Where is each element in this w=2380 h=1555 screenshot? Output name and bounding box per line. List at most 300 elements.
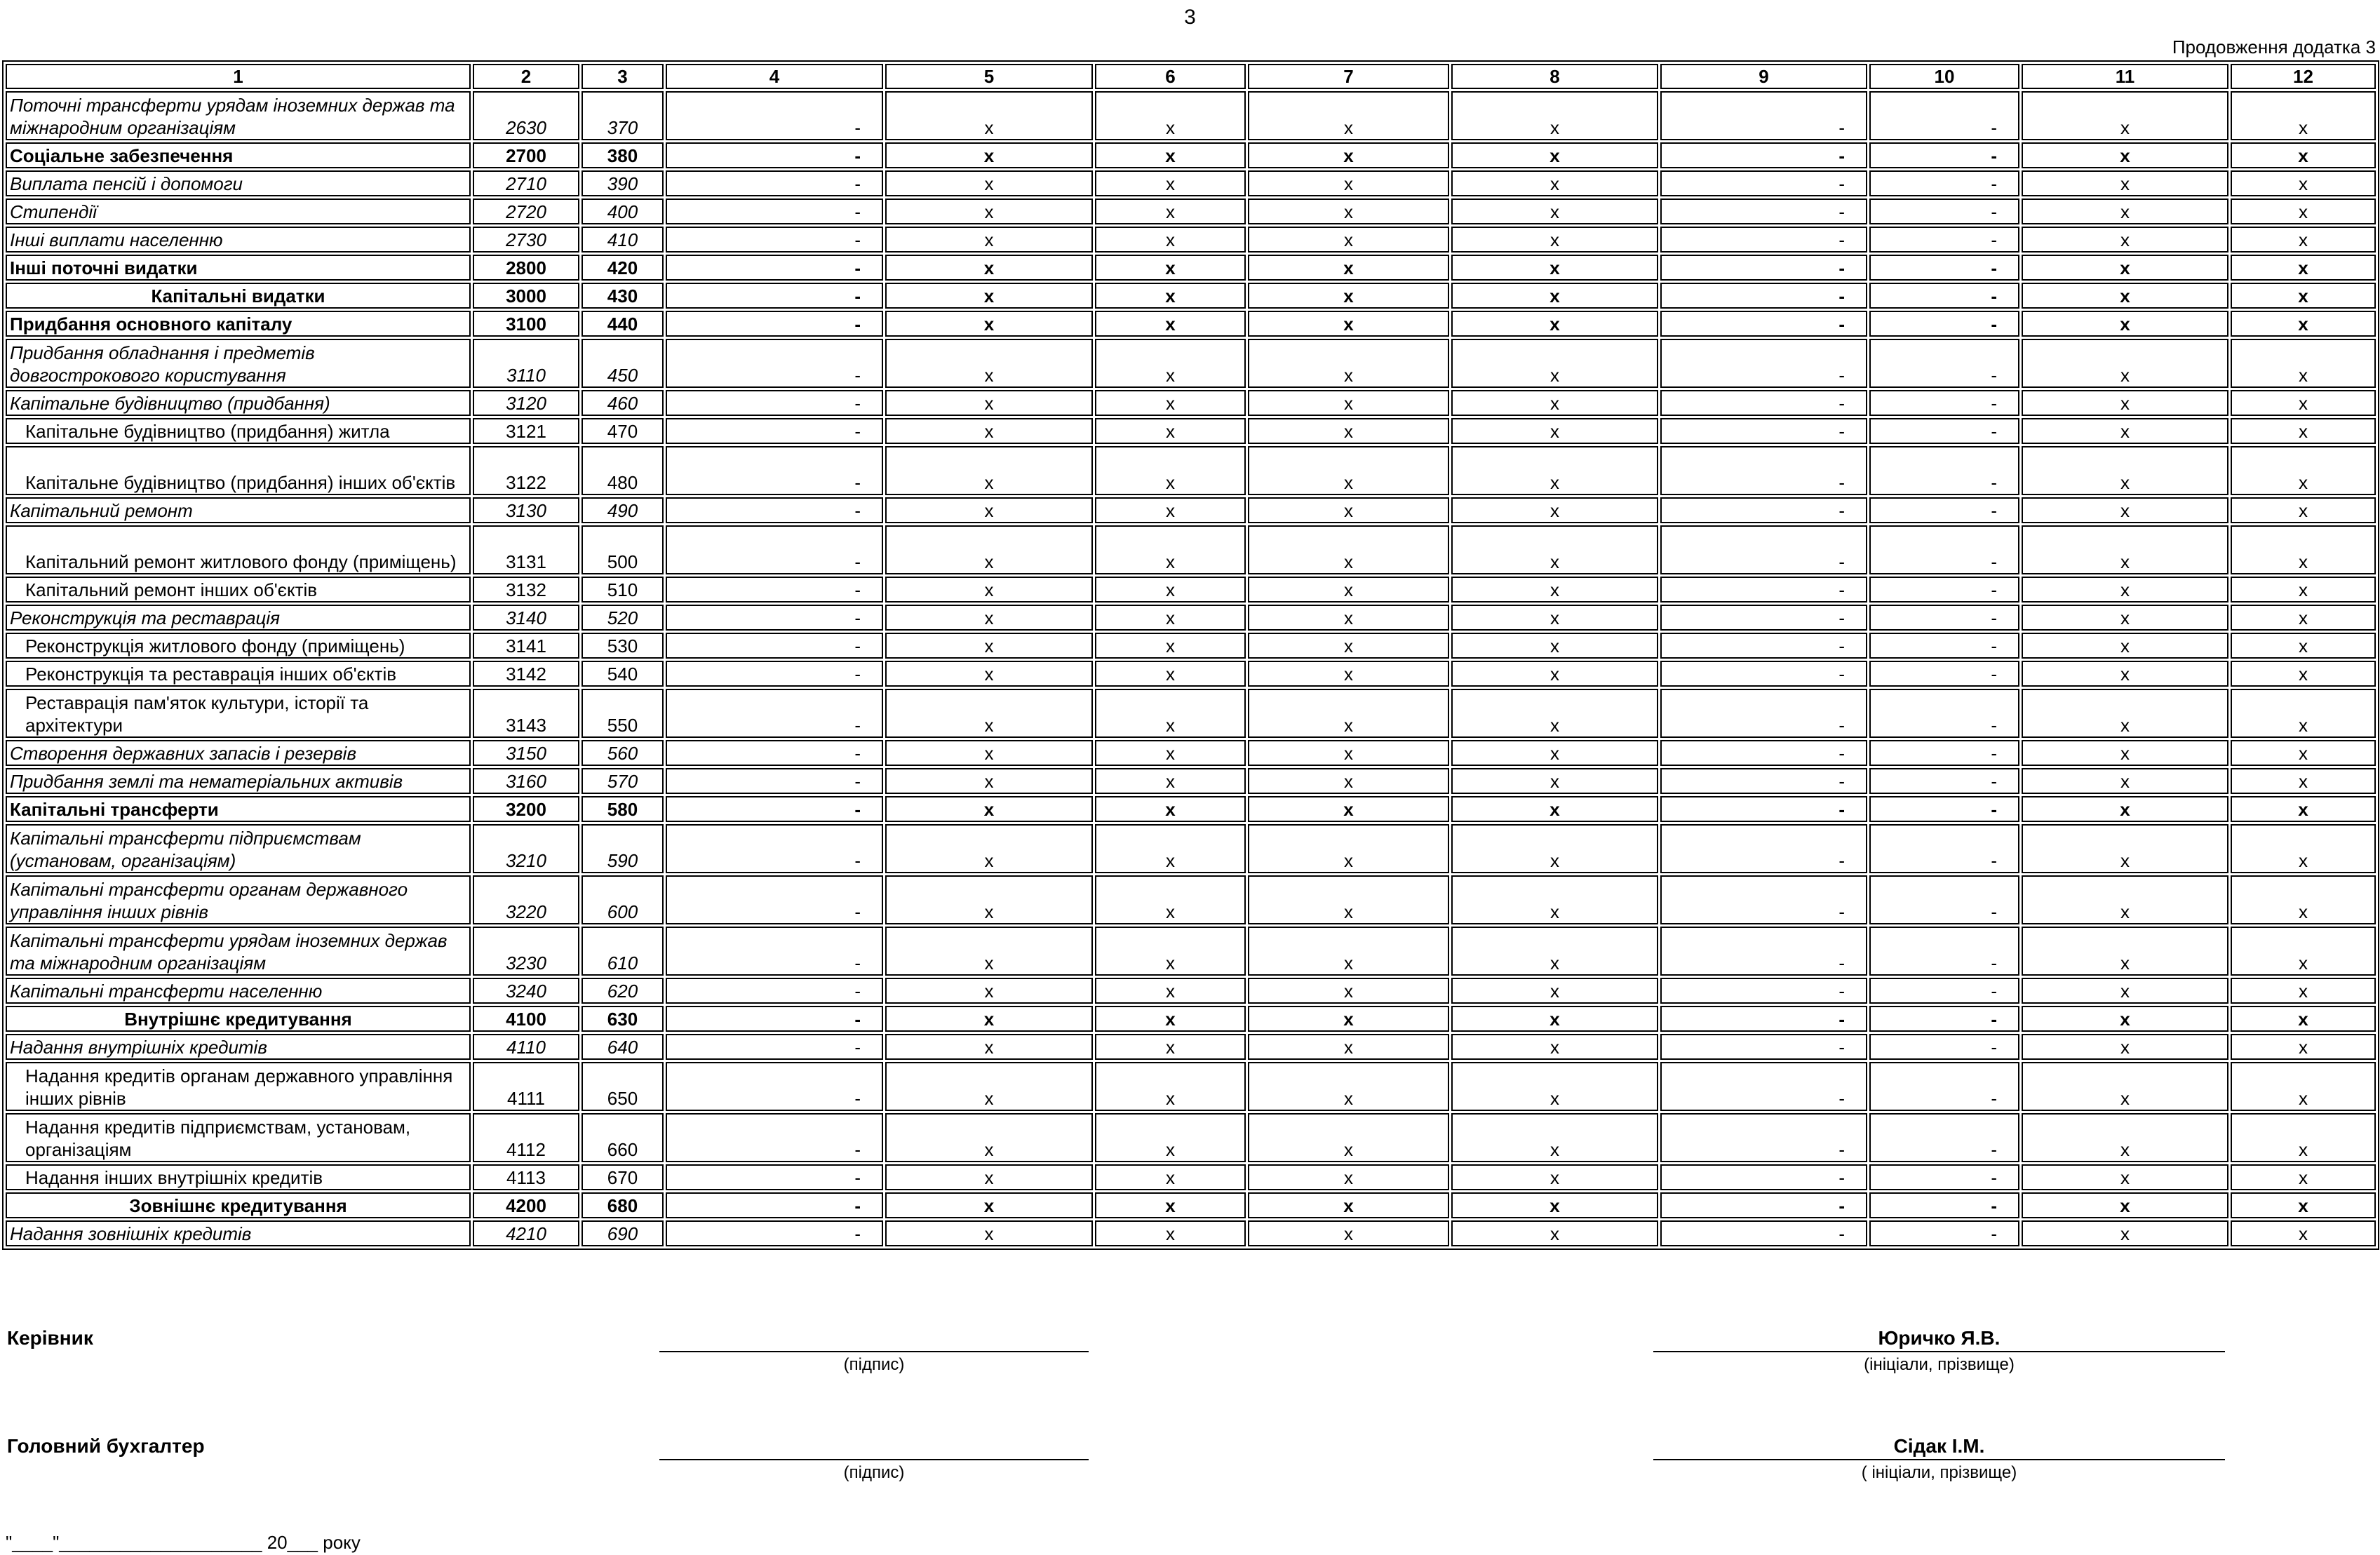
table-row: [6, 605, 2376, 631]
row-code-cell: 3142: [473, 661, 579, 687]
row-value-cell: -: [666, 875, 883, 924]
row-line-cell: 650: [581, 1062, 664, 1111]
row-code-cell: 4111: [473, 1062, 579, 1111]
row-value-cell: -: [666, 740, 883, 766]
row-value-cell: x: [1095, 605, 1246, 631]
table-row: [6, 91, 2376, 140]
table-row: [6, 227, 2376, 253]
row-code-cell: 3000: [473, 283, 579, 309]
row-value-cell: x: [1451, 446, 1658, 495]
accountant-name-caption: ( ініціали, прізвище): [1861, 1463, 2017, 1482]
row-value-cell: -: [1869, 927, 2019, 976]
table-row: [6, 255, 2376, 281]
table-row: [6, 1164, 2376, 1190]
row-value-cell: x: [1095, 390, 1246, 416]
row-line-cell: 530: [581, 633, 664, 659]
row-value-cell: x: [1248, 255, 1449, 281]
row-value-cell: x: [1095, 339, 1246, 388]
row-value-cell: -: [1660, 390, 1867, 416]
row-value-cell: x: [1248, 1006, 1449, 1032]
row-value-cell: x: [885, 875, 1093, 924]
row-name-cell: Надання зовнішніх кредитів: [6, 1220, 471, 1246]
row-value-cell: x: [2231, 875, 2376, 924]
row-value-cell: -: [1869, 283, 2019, 309]
row-line-cell: 520: [581, 605, 664, 631]
row-value-cell: x: [2231, 633, 2376, 659]
row-value-cell: x: [2022, 605, 2228, 631]
row-value-cell: x: [1248, 283, 1449, 309]
row-value-cell: x: [2022, 142, 2228, 168]
row-value-cell: -: [1660, 142, 1867, 168]
row-value-cell: x: [1095, 1220, 1246, 1246]
row-value-cell: -: [666, 661, 883, 687]
row-value-cell: x: [1451, 311, 1658, 337]
row-value-cell: x: [1451, 577, 1658, 603]
row-code-cell: 3120: [473, 390, 579, 416]
row-value-cell: -: [1869, 661, 2019, 687]
row-value-cell: x: [1451, 740, 1658, 766]
row-code-cell: 3150: [473, 740, 579, 766]
row-value-cell: x: [885, 740, 1093, 766]
row-value-cell: -: [1869, 824, 2019, 873]
row-value-cell: x: [885, 227, 1093, 253]
row-value-cell: -: [1660, 1006, 1867, 1032]
row-value-cell: x: [1095, 1164, 1246, 1190]
row-value-cell: x: [2022, 796, 2228, 822]
row-value-cell: x: [1095, 283, 1246, 309]
header-cell: 10: [1869, 64, 2019, 89]
row-name-cell: Капітальне будівництво (придбання): [6, 390, 471, 416]
row-value-cell: x: [1095, 525, 1246, 574]
row-code-cell: 2720: [473, 198, 579, 224]
table-row: [6, 142, 2376, 168]
row-value-cell: x: [1451, 497, 1658, 523]
row-name-cell: Капітальний ремонт житлового фонду (приміщень): [6, 525, 471, 574]
row-value-cell: x: [1248, 633, 1449, 659]
row-value-cell: x: [885, 255, 1093, 281]
row-code-cell: 4210: [473, 1220, 579, 1246]
accountant-title: Головний бухгалтер: [7, 1435, 205, 1457]
row-value-cell: x: [1095, 633, 1246, 659]
row-code-cell: 3132: [473, 577, 579, 603]
row-value-cell: x: [1248, 689, 1449, 738]
row-line-cell: 430: [581, 283, 664, 309]
row-value-cell: x: [1451, 768, 1658, 794]
row-value-cell: -: [666, 1034, 883, 1060]
table-row: [6, 283, 2376, 309]
header-cell: 4: [666, 64, 883, 89]
row-value-cell: -: [666, 142, 883, 168]
row-line-cell: 590: [581, 824, 664, 873]
row-value-cell: x: [2231, 142, 2376, 168]
row-value-cell: x: [1451, 525, 1658, 574]
row-value-cell: x: [1451, 91, 1658, 140]
row-value-cell: x: [1451, 418, 1658, 444]
table-row: [6, 796, 2376, 822]
row-name-cell: Надання інших внутрішніх кредитів: [6, 1164, 471, 1190]
row-line-cell: 580: [581, 796, 664, 822]
row-value-cell: x: [885, 390, 1093, 416]
table-row: [6, 740, 2376, 766]
row-value-cell: x: [1248, 1192, 1449, 1218]
row-code-cell: 2730: [473, 227, 579, 253]
row-name-cell: Капітальні видатки: [6, 283, 471, 309]
row-value-cell: x: [2231, 1034, 2376, 1060]
row-value-cell: x: [2022, 446, 2228, 495]
row-value-cell: -: [1660, 577, 1867, 603]
row-line-cell: 490: [581, 497, 664, 523]
row-value-cell: -: [1660, 227, 1867, 253]
row-value-cell: x: [1248, 768, 1449, 794]
row-value-cell: x: [2022, 1006, 2228, 1032]
row-value-cell: -: [1869, 1062, 2019, 1111]
row-value-cell: x: [2231, 1006, 2376, 1032]
row-code-cell: 2700: [473, 142, 579, 168]
row-value-cell: -: [1660, 875, 1867, 924]
row-value-cell: -: [1660, 1062, 1867, 1111]
header-cell: 12: [2231, 64, 2376, 89]
row-value-cell: x: [2022, 91, 2228, 140]
row-value-cell: -: [1869, 1192, 2019, 1218]
row-code-cell: 4110: [473, 1034, 579, 1060]
header-cell: 7: [1248, 64, 1449, 89]
table-row: [6, 577, 2376, 603]
table-row: [6, 170, 2376, 196]
row-value-cell: -: [1869, 497, 2019, 523]
table-row: [6, 1006, 2376, 1032]
row-value-cell: x: [885, 978, 1093, 1004]
row-name-cell: Надання внутрішніх кредитів: [6, 1034, 471, 1060]
table-row: [6, 824, 2376, 873]
row-value-cell: x: [1248, 91, 1449, 140]
row-value-cell: x: [885, 1220, 1093, 1246]
row-value-cell: -: [1660, 605, 1867, 631]
row-value-cell: x: [1451, 255, 1658, 281]
row-value-cell: -: [666, 768, 883, 794]
row-code-cell: 2800: [473, 255, 579, 281]
row-code-cell: 3122: [473, 446, 579, 495]
table-row: [6, 689, 2376, 738]
row-value-cell: -: [1660, 927, 1867, 976]
table-row: [6, 927, 2376, 976]
row-value-cell: x: [1451, 875, 1658, 924]
row-value-cell: x: [2231, 91, 2376, 140]
row-line-cell: 620: [581, 978, 664, 1004]
row-value-cell: x: [1451, 605, 1658, 631]
row-value-cell: x: [885, 91, 1093, 140]
row-value-cell: -: [1660, 497, 1867, 523]
row-value-cell: -: [1869, 768, 2019, 794]
row-value-cell: x: [2231, 1164, 2376, 1190]
row-value-cell: x: [1248, 1113, 1449, 1162]
row-value-cell: -: [1869, 446, 2019, 495]
row-value-cell: x: [885, 497, 1093, 523]
row-value-cell: -: [1869, 142, 2019, 168]
header-cell: 5: [885, 64, 1093, 89]
row-value-cell: x: [2022, 1062, 2228, 1111]
row-value-cell: -: [666, 978, 883, 1004]
row-value-cell: x: [885, 525, 1093, 574]
row-line-cell: 390: [581, 170, 664, 196]
row-name-cell: Реконструкція житлового фонду (приміщень): [6, 633, 471, 659]
table-row: [6, 446, 2376, 495]
row-value-cell: x: [2231, 824, 2376, 873]
row-name-cell: Капітальні трансферти населенню: [6, 978, 471, 1004]
row-value-cell: x: [2022, 1192, 2228, 1218]
row-value-cell: x: [1248, 1220, 1449, 1246]
row-name-cell: Реконструкція та реставрація: [6, 605, 471, 631]
row-value-cell: x: [1248, 978, 1449, 1004]
row-value-cell: x: [1095, 577, 1246, 603]
row-line-cell: 380: [581, 142, 664, 168]
row-line-cell: 680: [581, 1192, 664, 1218]
row-value-cell: -: [666, 824, 883, 873]
row-name-cell: Придбання основного капіталу: [6, 311, 471, 337]
row-value-cell: x: [2022, 768, 2228, 794]
row-code-cell: 3220: [473, 875, 579, 924]
row-value-cell: x: [2022, 689, 2228, 738]
row-value-cell: x: [2022, 525, 2228, 574]
row-value-cell: x: [885, 170, 1093, 196]
row-line-cell: 450: [581, 339, 664, 388]
row-value-cell: x: [2231, 446, 2376, 495]
row-line-cell: 470: [581, 418, 664, 444]
row-value-cell: x: [2231, 577, 2376, 603]
row-value-cell: -: [1660, 740, 1867, 766]
row-value-cell: x: [1095, 198, 1246, 224]
row-code-cell: 3140: [473, 605, 579, 631]
row-value-cell: -: [1660, 418, 1867, 444]
row-value-cell: x: [1095, 255, 1246, 281]
row-value-cell: -: [666, 1164, 883, 1190]
row-value-cell: x: [1095, 927, 1246, 976]
row-value-cell: x: [1248, 142, 1449, 168]
row-value-cell: x: [1095, 1034, 1246, 1060]
row-code-cell: 3100: [473, 311, 579, 337]
row-value-cell: x: [2231, 605, 2376, 631]
row-value-cell: x: [2022, 740, 2228, 766]
row-value-cell: x: [2022, 1113, 2228, 1162]
row-value-cell: -: [1869, 689, 2019, 738]
row-value-cell: x: [1095, 91, 1246, 140]
row-value-cell: -: [666, 1192, 883, 1218]
row-line-cell: 510: [581, 577, 664, 603]
row-value-cell: x: [2231, 255, 2376, 281]
table-row: [6, 875, 2376, 924]
row-value-cell: -: [1660, 311, 1867, 337]
row-code-cell: 3210: [473, 824, 579, 873]
row-value-cell: x: [1095, 446, 1246, 495]
row-value-cell: -: [666, 418, 883, 444]
row-value-cell: x: [1248, 661, 1449, 687]
row-line-cell: 570: [581, 768, 664, 794]
row-line-cell: 610: [581, 927, 664, 976]
row-value-cell: -: [666, 283, 883, 309]
row-name-cell: Капітальне будівництво (придбання) житла: [6, 418, 471, 444]
row-name-cell: Інші виплати населенню: [6, 227, 471, 253]
table-row: [6, 978, 2376, 1004]
row-code-cell: 4112: [473, 1113, 579, 1162]
header-cell: 9: [1660, 64, 1867, 89]
row-value-cell: x: [2022, 577, 2228, 603]
row-value-cell: x: [2231, 339, 2376, 388]
row-value-cell: x: [885, 198, 1093, 224]
row-value-cell: x: [1451, 633, 1658, 659]
table-row: [6, 418, 2376, 444]
row-line-cell: 600: [581, 875, 664, 924]
row-value-cell: -: [1869, 339, 2019, 388]
row-line-cell: 410: [581, 227, 664, 253]
row-value-cell: -: [1660, 170, 1867, 196]
row-value-cell: x: [1451, 227, 1658, 253]
row-value-cell: x: [2231, 170, 2376, 196]
row-value-cell: x: [1095, 1113, 1246, 1162]
row-name-cell: Створення державних запасів і резервів: [6, 740, 471, 766]
row-value-cell: -: [666, 633, 883, 659]
row-name-cell: Капітальні трансферти підприємствам (установам, організаціям): [6, 824, 471, 873]
row-code-cell: 3110: [473, 339, 579, 388]
row-value-cell: -: [1869, 255, 2019, 281]
accountant-name-line: [1653, 1459, 2225, 1460]
row-value-cell: x: [1248, 824, 1449, 873]
row-value-cell: x: [2231, 796, 2376, 822]
header-row: [6, 64, 2376, 89]
row-value-cell: x: [2231, 768, 2376, 794]
row-value-cell: x: [1248, 446, 1449, 495]
row-line-cell: 670: [581, 1164, 664, 1190]
row-value-cell: x: [1095, 689, 1246, 738]
row-value-cell: -: [666, 525, 883, 574]
row-value-cell: x: [1451, 824, 1658, 873]
row-name-cell: Реконструкція та реставрація інших об'єктів: [6, 661, 471, 687]
row-value-cell: x: [1248, 1164, 1449, 1190]
row-value-cell: x: [2231, 497, 2376, 523]
row-value-cell: x: [885, 1034, 1093, 1060]
header-cell: 11: [2022, 64, 2228, 89]
row-value-cell: x: [1248, 796, 1449, 822]
row-code-cell: 3141: [473, 633, 579, 659]
row-value-cell: x: [1451, 689, 1658, 738]
row-value-cell: x: [1451, 1113, 1658, 1162]
row-value-cell: -: [1869, 577, 2019, 603]
row-name-cell: Придбання землі та нематеріальних активів: [6, 768, 471, 794]
row-value-cell: -: [666, 91, 883, 140]
row-value-cell: -: [1869, 740, 2019, 766]
row-value-cell: -: [666, 198, 883, 224]
row-value-cell: x: [2231, 661, 2376, 687]
row-line-cell: 630: [581, 1006, 664, 1032]
row-value-cell: x: [2022, 978, 2228, 1004]
row-value-cell: x: [2231, 525, 2376, 574]
row-value-cell: x: [2231, 689, 2376, 738]
head-signature-caption: (підпис): [843, 1355, 905, 1374]
row-code-cell: 3200: [473, 796, 579, 822]
row-value-cell: x: [2022, 311, 2228, 337]
row-value-cell: x: [2231, 1220, 2376, 1246]
head-name: Юричко Я.В.: [1878, 1327, 2001, 1349]
row-name-cell: Внутрішнє кредитування: [6, 1006, 471, 1032]
row-name-cell: Придбання обладнання і предметів довгострокового користування: [6, 339, 471, 388]
row-value-cell: -: [1869, 525, 2019, 574]
row-code-cell: 4200: [473, 1192, 579, 1218]
row-value-cell: x: [2231, 311, 2376, 337]
row-line-cell: 640: [581, 1034, 664, 1060]
row-value-cell: x: [2022, 1220, 2228, 1246]
row-value-cell: x: [1451, 170, 1658, 196]
row-value-cell: -: [1660, 768, 1867, 794]
row-value-cell: x: [1095, 875, 1246, 924]
table-row: [6, 1062, 2376, 1111]
row-value-cell: x: [2231, 418, 2376, 444]
row-value-cell: -: [1869, 1220, 2019, 1246]
row-code-cell: 3143: [473, 689, 579, 738]
row-value-cell: x: [885, 689, 1093, 738]
row-value-cell: -: [1869, 1034, 2019, 1060]
row-value-cell: x: [1095, 824, 1246, 873]
row-value-cell: -: [1869, 605, 2019, 631]
row-value-cell: -: [1869, 418, 2019, 444]
header-cell: 6: [1095, 64, 1246, 89]
row-value-cell: x: [885, 577, 1093, 603]
row-value-cell: -: [1869, 633, 2019, 659]
row-value-cell: -: [1660, 824, 1867, 873]
row-value-cell: -: [1660, 661, 1867, 687]
table-row: [6, 497, 2376, 523]
table-row: [6, 1113, 2376, 1162]
row-value-cell: x: [885, 927, 1093, 976]
head-title: Керівник: [7, 1327, 93, 1349]
row-value-cell: -: [1869, 170, 2019, 196]
row-line-cell: 460: [581, 390, 664, 416]
row-value-cell: -: [666, 170, 883, 196]
row-value-cell: -: [1869, 875, 2019, 924]
head-name-line: [1653, 1351, 2225, 1352]
header-cell: 2: [473, 64, 579, 89]
row-value-cell: x: [885, 1062, 1093, 1111]
row-line-cell: 690: [581, 1220, 664, 1246]
row-value-cell: -: [1869, 311, 2019, 337]
row-code-cell: 3240: [473, 978, 579, 1004]
row-value-cell: x: [885, 418, 1093, 444]
row-value-cell: -: [1869, 1006, 2019, 1032]
row-value-cell: -: [666, 339, 883, 388]
row-value-cell: x: [1095, 796, 1246, 822]
table-row: [6, 1034, 2376, 1060]
row-value-cell: x: [2231, 283, 2376, 309]
row-value-cell: x: [2231, 390, 2376, 416]
table-row: [6, 198, 2376, 224]
row-value-cell: -: [1660, 1192, 1867, 1218]
row-value-cell: -: [1660, 633, 1867, 659]
row-value-cell: x: [2231, 978, 2376, 1004]
row-name-cell: Зовнішнє кредитування: [6, 1192, 471, 1218]
row-value-cell: x: [1451, 1006, 1658, 1032]
row-code-cell: 3160: [473, 768, 579, 794]
row-name-cell: Виплата пенсій і допомоги: [6, 170, 471, 196]
row-value-cell: x: [2022, 1164, 2228, 1190]
row-value-cell: x: [1095, 170, 1246, 196]
row-value-cell: -: [1869, 91, 2019, 140]
continuation-label: Продовження додатка 3: [2172, 36, 2376, 58]
row-value-cell: -: [1660, 446, 1867, 495]
row-value-cell: -: [666, 1062, 883, 1111]
row-value-cell: x: [1248, 311, 1449, 337]
row-value-cell: x: [885, 605, 1093, 631]
row-value-cell: x: [885, 1192, 1093, 1218]
row-line-cell: 400: [581, 198, 664, 224]
row-value-cell: x: [1451, 339, 1658, 388]
row-value-cell: x: [1248, 875, 1449, 924]
